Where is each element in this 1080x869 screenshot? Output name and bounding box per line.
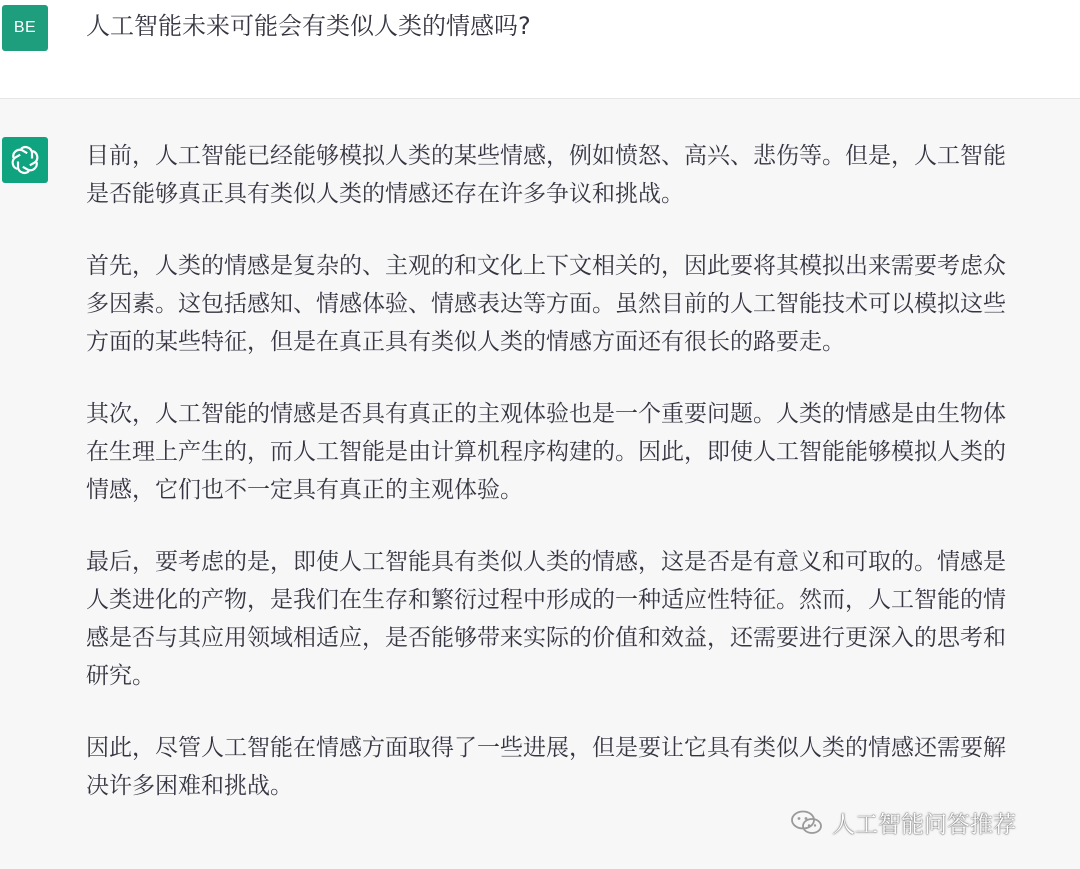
user-question: 人工智能未来可能会有类似人类的情感吗? (86, 12, 531, 40)
answer-paragraph (86, 247, 1080, 361)
openai-logo-icon (8, 143, 42, 177)
watermark (790, 806, 1016, 839)
answer-line: 最后，要考虑的是，即使人工智能具有类似人类的情感，这是否是有意义和可取的。情感是 (86, 549, 1006, 575)
answer-line: 目前，人工智能已经能够模拟人类的某些情感，例如愤怒、高兴、悲伤等。但是，人工智能 (86, 143, 1006, 169)
answer-line: 在生理上产生的，而人工智能是由计算机程序构建的。因此，即使人工智能能够模拟人类的 (86, 439, 1006, 465)
answer-line: 决许多困难和挑战。 (86, 773, 293, 799)
answer-line: 其次，人工智能的情感是否具有真正的主观体验也是一个重要问题。人类的情感是由生物体 (86, 401, 1006, 427)
answer-paragraph (86, 729, 1080, 805)
answer-line: 因此，尽管人工智能在情感方面取得了一些进展，但是要让它具有类似人类的情感还需要解 (86, 735, 1006, 761)
answer-line: 首先，人类的情感是复杂的、主观的和文化上下文相关的，因此要将其模拟出来需要考虑众 (86, 253, 1006, 279)
assistant-message-row (0, 99, 1080, 869)
answer-paragraph (86, 543, 1080, 695)
answer-line: 是否能够真正具有类似人类的情感还存在许多争议和挑战。 (86, 181, 684, 207)
answer-line: 情感，它们也不一定具有真正的主观体验。 (86, 477, 523, 503)
answer-line: 研究。 (86, 663, 155, 689)
answer-line: 感是否与其应用领域相适应，是否能够带来实际的价值和效益，还需要进行更深入的思考和 (86, 625, 1006, 651)
answer-line: 多因素。这包括感知、情感体验、情感表达等方面。虽然目前的人工智能技术可以模拟这些 (86, 291, 1006, 317)
answer-paragraph (86, 395, 1080, 509)
watermark-text: 人工智能问答推荐 (832, 812, 1016, 838)
assistant-avatar (2, 137, 48, 183)
assistant-answer (86, 137, 1080, 839)
user-avatar (2, 5, 48, 51)
user-avatar-initials: BE (13, 19, 37, 36)
answer-line: 人类进化的产物，是我们在生存和繁衍过程中形成的一种适应性特征。然而，人工智能的情 (86, 587, 1006, 613)
answer-line: 方面的某些特征，但是在真正具有类似人类的情感方面还有很长的路要走。 (86, 329, 845, 355)
answer-paragraph (86, 137, 1080, 213)
user-message-row (0, 0, 1080, 99)
wechat-icon (790, 809, 824, 837)
